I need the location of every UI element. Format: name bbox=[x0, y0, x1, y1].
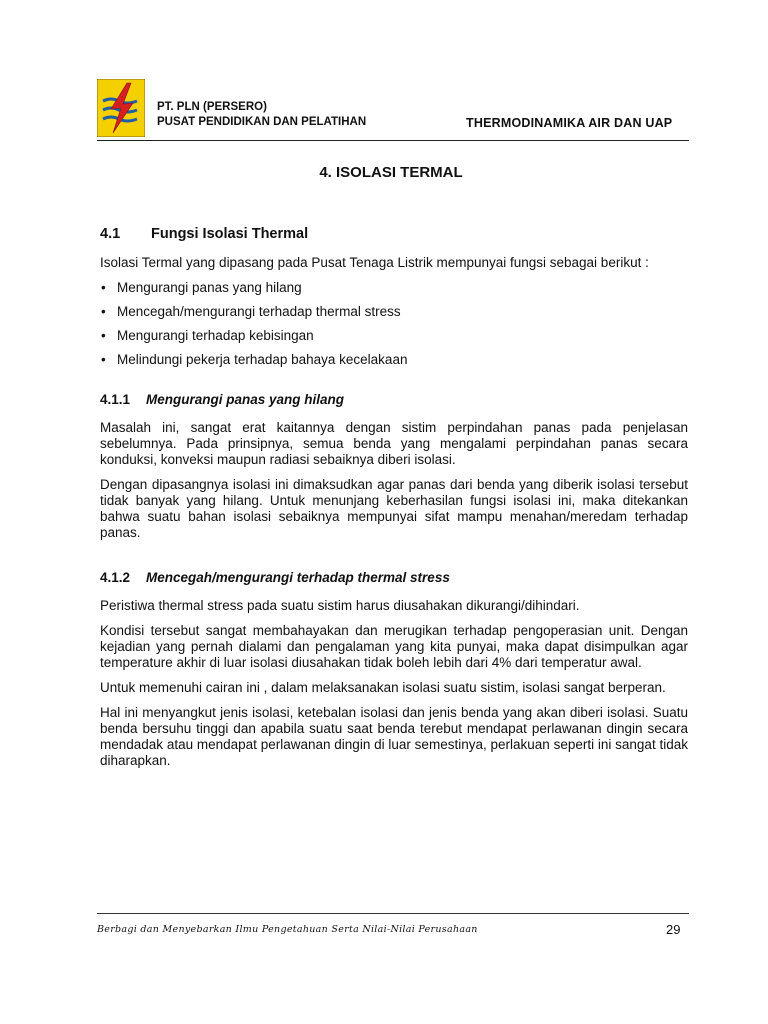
header-divider bbox=[97, 140, 689, 141]
paragraph: Peristiwa thermal stress pada suatu sistim harus diusahakan dikurangi/dihindari. bbox=[100, 598, 580, 613]
paragraph: Dengan dipasangnya isolasi ini dimaksudkan agar panas dari benda yang diberik isolasi tersebut tidak banyak yang hilang. Untuk menunjang keberhasilan fungsi isolasi ini, maka ditekankan bahwa suatu bahan isolasi sebaiknya mempunyai sifat mampu menahan/meredam terhadap panas. bbox=[100, 477, 688, 540]
section-heading bbox=[100, 226, 688, 242]
pln-lightning-logo-icon bbox=[97, 79, 145, 137]
footer-motto: Berbagi dan Menyebarkan Ilmu Pengetahuan Serta Nilai-Nilai Perusahaan bbox=[97, 924, 478, 935]
list-item: • Melindungi pekerja terhadap bahaya kecelakaan bbox=[100, 352, 688, 368]
chapter-title: 4. ISOLASI TERMAL bbox=[319, 164, 463, 181]
org-line-1: PT. PLN (PERSERO) bbox=[157, 101, 267, 113]
org-line-2: PUSAT PENDIDIKAN DAN PELATIHAN bbox=[157, 116, 367, 128]
section-number: 4.1 bbox=[100, 226, 121, 242]
subsection-title: Mengurangi panas yang hilang bbox=[146, 392, 345, 407]
document-title: THERMODINAMIKA AIR DAN UAP bbox=[466, 116, 673, 130]
list-item: • Mengurangi panas yang hilang bbox=[100, 280, 688, 296]
subsection-heading-1 bbox=[100, 392, 688, 408]
paragraph: Masalah ini, sangat erat kaitannya dengan sistim perpindahan panas pada penjelasan sebelumnya. Pada prinsipnya, semua benda yang mengalami perpindahan panas secara konduksi, konveksi maupun radiasi sebaiknya diberi isolasi. bbox=[100, 420, 688, 467]
page-content bbox=[100, 226, 688, 778]
subsection-title: Mencegah/mengurangi terhadap thermal stress bbox=[146, 570, 450, 585]
subsection-number: 4.1.2 bbox=[100, 570, 131, 585]
section-intro: Isolasi Termal yang dipasang pada Pusat Tenaga Listrik mempunyai fungsi sebagai berikut : bbox=[100, 255, 649, 270]
paragraph: Kondisi tersebut sangat membahayakan dan merugikan terhadap pengoperasian unit. Dengan kejadian yang pernah dialami dan pengalaman yang kita punyai, maka dapat disimpulkan agar temperature akhir di luar isolasi diusahakan tidak boleh lebih dari 4% dari temperatur awal. bbox=[100, 623, 688, 670]
section-title: Fungsi Isolasi Thermal bbox=[151, 226, 309, 242]
list-item: • Mengurangi terhadap kebisingan bbox=[100, 328, 688, 344]
list-item: • Mencegah/mengurangi terhadap thermal stress bbox=[100, 304, 688, 320]
function-list bbox=[100, 280, 688, 368]
organization-name bbox=[157, 100, 366, 130]
subsection-heading-2 bbox=[100, 570, 688, 586]
subsection-number: 4.1.1 bbox=[100, 392, 131, 407]
page-number: 29 bbox=[666, 922, 681, 937]
paragraph: Hal ini menyangkut jenis isolasi, ketebalan isolasi dan jenis benda yang akan diberi isolasi. Suatu benda bersuhu tinggi dan apabila suatu saat benda terebut mendapat perlawanan dingin secara mendadak atau mendapat perlawanan dingin di luar semestinya, perlakuan seperti ini sangat tidak diharapkan. bbox=[100, 705, 688, 768]
footer-divider bbox=[97, 913, 689, 914]
paragraph: Untuk memenuhi cairan ini , dalam melaksanakan isolasi suatu sistim, isolasi sangat berperan. bbox=[100, 680, 666, 695]
